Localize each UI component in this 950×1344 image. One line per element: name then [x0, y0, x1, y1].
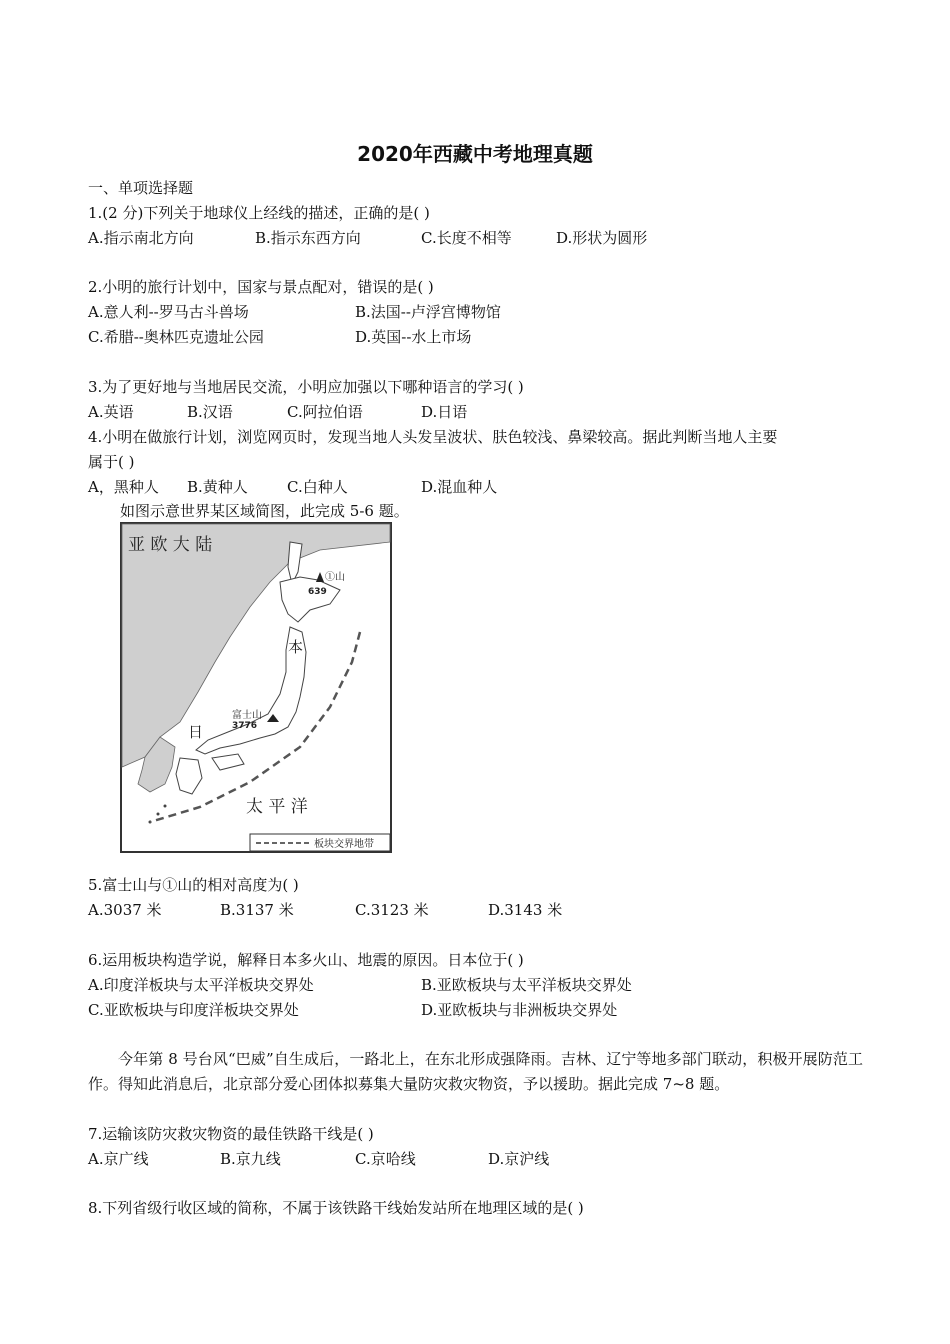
passage-7-8: 今年第 8 号台风“巴威”自生成后，一路北上，在东北形成强降雨。吉林、辽宁等地多部门联动，积极开展防范工作。得知此消息后，北京部分爱心团体拟募集大量防灾救灾物资，予以援助。据此完成 7~8 题。 — [88, 1050, 863, 1093]
q1-option-a: A.指示南北方向 — [88, 229, 194, 247]
q2-option-c: C.希腊--奥林匹克遗址公园 — [88, 328, 264, 346]
q1-option-b: B.指示东西方向 — [255, 229, 361, 247]
question-1-stem: 1.(2 分)下列关于地球仪上经线的描述，正确的是( ) — [88, 204, 430, 222]
section-heading: 一、单项选择题 — [88, 179, 194, 197]
page-title: 2020年西藏中考地理真题 — [357, 142, 593, 166]
question-4-stem-line2: 属于( ) — [88, 453, 135, 471]
question-6-stem: 6.运用板块构造学说，解释日本多火山、地震的原因。日本位于( ) — [88, 951, 524, 969]
q7-option-a: A.京广线 — [88, 1150, 149, 1168]
question-2-stem: 2.小明的旅行计划中，国家与景点配对，错误的是( ) — [88, 278, 434, 296]
question-8-stem: 8.下列省级行收区域的简称，不属于该铁路干线始发站所在地理区域的是( ) — [88, 1199, 584, 1217]
q4-option-c: C.白种人 — [287, 478, 348, 496]
q7-option-d: D.京沪线 — [488, 1150, 550, 1168]
q2-option-b: B.法国--卢浮宫博物馆 — [355, 303, 501, 321]
label-mount1: ①山 — [325, 572, 345, 583]
q5-option-b: B.3137 米 — [220, 901, 294, 919]
q2-option-d: D.英国--水上市场 — [355, 328, 472, 346]
legend-label: 板块交界地带 — [314, 839, 374, 850]
q6-option-a: A.印度洋板块与太平洋板块交界处 — [88, 976, 314, 994]
island-dot — [157, 813, 160, 816]
q5-option-a: A.3037 米 — [88, 901, 162, 919]
q4-option-b: B.黄种人 — [187, 478, 248, 496]
question-3-stem: 3.为了更好地与当地居民交流，小明应加强以下哪种语言的学习( ) — [88, 378, 524, 396]
q1-option-d: D.形状为圆形 — [556, 229, 648, 247]
q3-option-d: D.日语 — [421, 403, 468, 421]
question-5-stem: 5.富士山与①山的相对高度为( ) — [88, 876, 299, 894]
label-ben: 本 — [288, 638, 304, 656]
question-7-stem: 7.运输该防灾救灾物资的最佳铁路干线是( ) — [88, 1125, 374, 1143]
q5-option-d: D.3143 米 — [488, 901, 563, 919]
label-continent: 亚 欧 大 陆 — [128, 535, 213, 555]
q4-option-d: D.混血种人 — [421, 478, 498, 496]
japan-region-map — [120, 522, 392, 853]
q4-option-a: A，黑种人 — [88, 478, 159, 496]
q3-option-a: A.英语 — [88, 403, 134, 421]
q1-option-c: C.长度不相等 — [421, 229, 512, 247]
q7-option-c: C.京哈线 — [355, 1150, 416, 1168]
intro-5-6: 如图示意世界某区域简图，此完成 5-6 题。 — [120, 502, 409, 520]
island-dot — [164, 805, 167, 808]
q3-option-c: C.阿拉伯语 — [287, 403, 363, 421]
q6-option-b: B.亚欧板块与太平洋板块交界处 — [421, 976, 632, 994]
label-fuji: 富士山 — [232, 710, 262, 721]
q3-option-b: B.汉语 — [187, 403, 233, 421]
q2-option-a: A.意人利--罗马古斗兽场 — [88, 303, 249, 321]
label-ocean: 太 平 洋 — [246, 797, 308, 817]
q6-option-c: C.亚欧板块与印度洋板块交界处 — [88, 1001, 299, 1019]
q7-option-b: B.京九线 — [220, 1150, 281, 1168]
label-fuji-height: 3776 — [232, 721, 258, 731]
q6-option-d: D.亚欧板块与非洲板块交界处 — [421, 1001, 618, 1019]
question-4-stem-line1: 4.小明在做旅行计划，浏览网页时，发现当地人头发呈波状、肤色较浅、鼻梁较高。据此判断当地人主要 — [88, 428, 778, 446]
label-mount1-height: 639 — [308, 587, 327, 597]
q5-option-c: C.3123 米 — [355, 901, 429, 919]
label-ri: 日 — [188, 723, 204, 741]
